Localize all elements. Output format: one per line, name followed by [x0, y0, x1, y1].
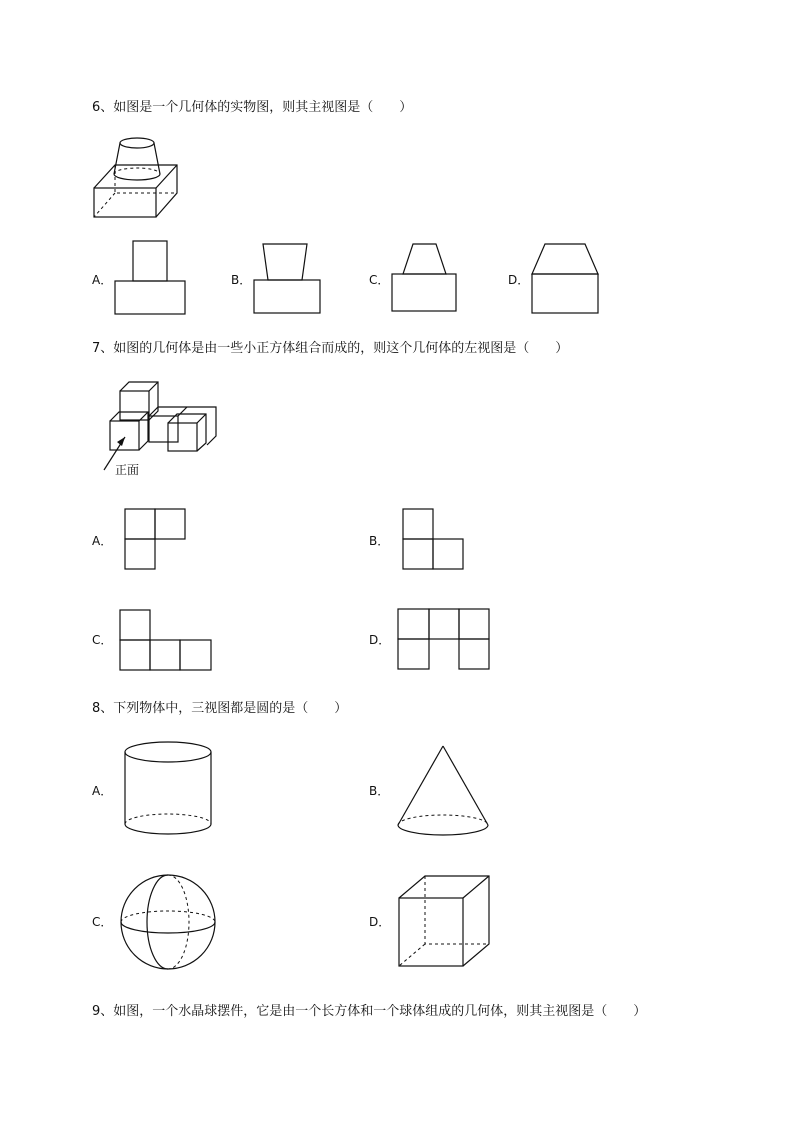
- question-8-text: 8、下列物体中，三视图都是圆的是（ ）: [92, 701, 348, 716]
- q8-option-b-label: B．: [369, 784, 390, 798]
- q8-option-a-label: A．: [92, 784, 113, 798]
- q6-option-c-label: C．: [369, 273, 390, 287]
- q7-option-b-label: B．: [369, 534, 390, 548]
- q6-option-a-label: A．: [92, 273, 113, 287]
- q6-option-b-label: B．: [231, 273, 252, 287]
- q7-front-label: 正面: [115, 463, 140, 477]
- q6-option-d-figure[interactable]: [532, 244, 598, 313]
- q7-option-a-label: A．: [92, 534, 113, 548]
- question-6-text: 6、如图是一个几何体的实物图，则其主视图是（ ）: [92, 100, 413, 115]
- q8-option-c-sphere[interactable]: [121, 875, 215, 969]
- q6-option-b-figure[interactable]: [254, 244, 320, 313]
- q6-option-d-label: D．: [508, 273, 530, 287]
- q7-option-c-figure[interactable]: [120, 610, 211, 670]
- q7-option-d-label: D．: [369, 633, 391, 647]
- q6-solid-figure: [94, 138, 177, 217]
- question-7-text: 7、如图的几何体是由一些小正方体组合而成的，则这个几何体的左视图是（ ）: [92, 341, 569, 356]
- q7-option-a-figure[interactable]: [125, 509, 185, 569]
- q8-option-d-cube[interactable]: [399, 876, 489, 966]
- q7-cubes-figure: [104, 382, 216, 477]
- q6-option-c-figure[interactable]: [392, 244, 456, 311]
- q7-option-c-label: C．: [92, 633, 113, 647]
- question-9-text: 9、如图，一个水晶球摆件，它是由一个长方体和一个球体组成的几何体，则其主视图是（ ）: [92, 1004, 647, 1019]
- q8-option-b-cone[interactable]: [398, 746, 488, 835]
- q7-option-b-figure[interactable]: [403, 509, 463, 569]
- q7-option-d-figure[interactable]: [398, 609, 489, 669]
- q8-option-a-cylinder[interactable]: [125, 742, 211, 834]
- q8-option-d-label: D．: [369, 915, 391, 929]
- q6-option-a-figure[interactable]: [115, 241, 185, 314]
- q8-option-c-label: C．: [92, 915, 113, 929]
